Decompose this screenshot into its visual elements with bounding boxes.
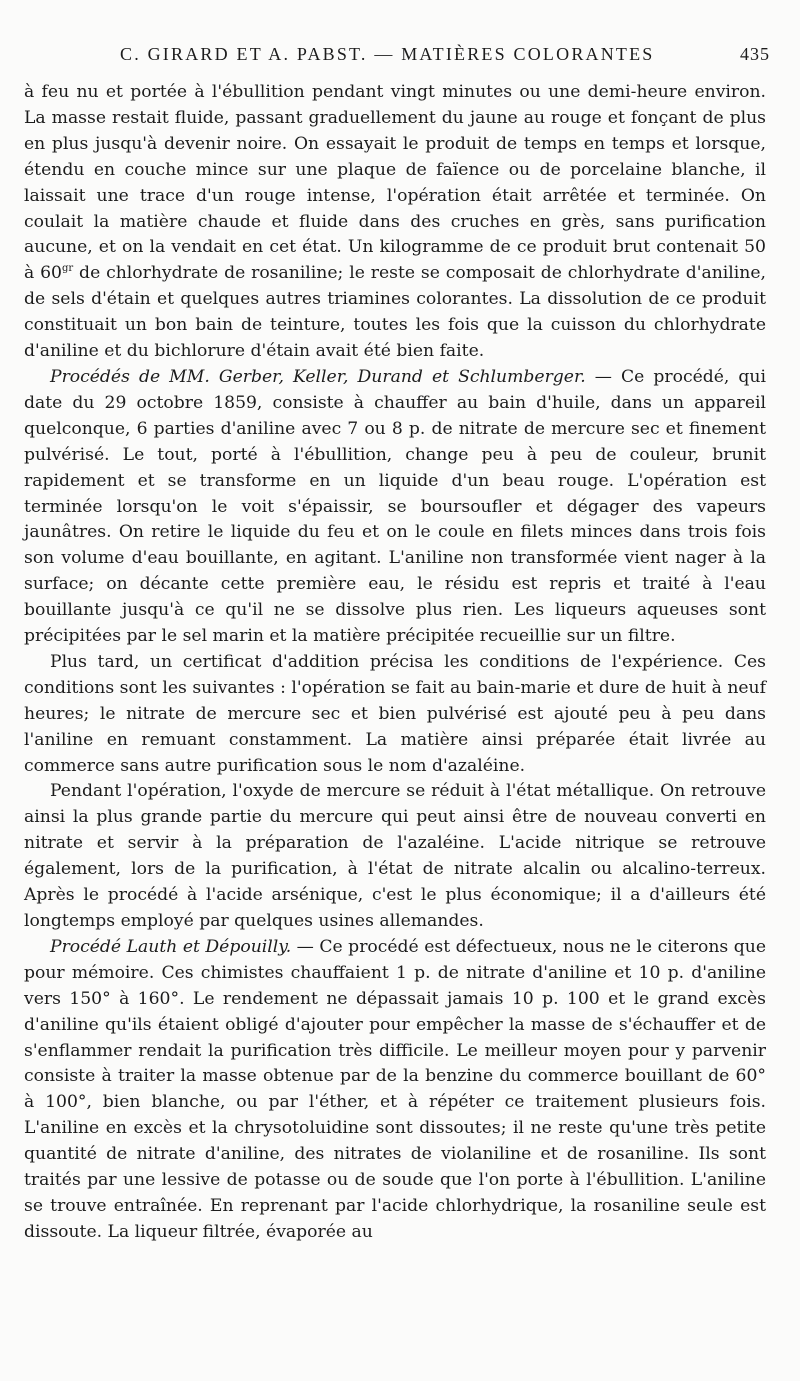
paragraph-5-text: — Ce procédé est défectueux, nous ne le citerons que pour mémoire. Ces chimistes chauffaient 1 p. de nitrate d'aniline et 10 p. d'aniline vers 150° à 160°. Le rendement ne dépassait jamais 10 p. 100 et le grand excès d'aniline qu'ils étaient obligé d'ajouter pour empêcher la masse de s'échauffer et de s'enflammer rendait la purification très difficile. Le meilleur moyen pour y parvenir consiste à traiter la masse obtenue par de la benzine du commerce bouillant de 60° à 100°, bien blanche, ou par l'éther, et à répéter ce traitement plusieurs fois. L'aniline en excès et la chrysotoluidine sont dissoutes; il ne reste qu'une très petite quantité de nitrate d'aniline, des nitrates de violaniline et de rosaniline. Ils sont traités par une lessive de potasse ou de soude que l'on porte à l'ébullition. L'aniline se trouve entraînée. En reprenant par l'acide chlorhydrique, la rosaniline seule est dissoute. La liqueur filtrée, évaporée au	[24, 936, 766, 1242]
paragraph-3	[24, 650, 766, 780]
paragraph-3-text: Plus tard, un certificat d'addition précisa les conditions de l'expérience. Ces conditions sont les suivantes : l'opération se fait au bain-marie et dure de huit à neuf heures; le nitrate de mercure sec et bien pulvérisé est ajouté peu à peu dans l'aniline en remuant constamment. La matière ainsi préparée était livrée au commerce sans autre purification sous le nom d'azaléine.	[24, 651, 766, 776]
unit-superscript: gr	[62, 263, 74, 275]
running-header	[28, 42, 770, 68]
paragraph-2-heading: Procédés de MM. Gerber, Keller, Durand et Schlumberger.	[50, 366, 586, 387]
paragraph-5-heading: Procédé Lauth et Dépouilly.	[50, 936, 292, 957]
paragraph-1-text: à feu nu et portée à l'ébullition pendant vingt minutes ou une demi-heure environ. La masse restait fluide, passant graduellement du jaune au rouge et fonçant de plus en plus jusqu'à devenir noire. On essayait le produit de temps en temps et lorsque, étendu en couche mince sur une plaque de faïence ou de porcelaine blanche, il laissait une trace d'un rouge intense, l'opération était arrêtée et terminée. On coulait la matière chaude et fluide dans des cruches en grès, sans purification aucune, et on la vendait en cet état. Un kilogramme de ce produit brut contenait 50 à 60	[24, 82, 766, 284]
paragraph-1	[24, 80, 766, 365]
paragraph-2-text: — Ce procédé, qui date du 29 octobre 1859, consiste à chauffer au bain d'huile, dans un appareil quelconque, 6 parties d'aniline avec 7 ou 8 p. de nitrate de mercure sec et finement pulvérisé. Le tout, porté à l'ébullition, change peu à peu de couleur, brunit rapidement et se transforme en un liquide d'un beau rouge. L'opération est terminée lorsqu'on le voit s'épaissir, se boursoufler et dégager des vapeurs jaunâtres. On retire le liquide du feu et on le coule en filets minces dans trois fois son volume d'eau bouillante, en agitant. L'aniline non transformée vient nager à la surface; on décante cette première eau, le résidu est repris et traité à l'eau bouillante jusqu'à ce qu'il ne se dissolve plus rien. Les liqueurs aqueuses sont précipitées par le sel marin et la matière précipitée recueillie sur un filtre.	[24, 366, 766, 647]
paragraph-4	[24, 779, 766, 934]
page-number: 435	[740, 44, 770, 64]
paragraph-1-text-cont: de chlorhydrate de rosaniline; le reste se composait de chlorhydrate d'aniline, de sels d'étain et quelques autres triamines colorantes. La dissolution de ce produit constituait un bon bain de teinture, toutes les fois que la cuisson du chlorhydrate d'aniline et du bichlorure d'étain avait été bien faite.	[24, 263, 766, 362]
paragraph-5	[24, 935, 766, 1246]
body-text	[24, 80, 766, 1246]
running-title: C. GIRARD ET A. PABST. — MATIÈRES COLORANTES	[120, 44, 655, 64]
paragraph-4-text: Pendant l'opération, l'oxyde de mercure se réduit à l'état métallique. On retrouve ainsi la plus grande partie du mercure qui peut ainsi être de nouveau converti en nitrate et servir à la préparation de l'azaléine. L'acide nitrique se retrouve également, lors de la purification, à l'état de nitrate alcalin ou alcalino-terreux. Après le procédé à l'acide arsénique, c'est le plus économique; il a d'ailleurs été longtemps employé par quelques usines allemandes.	[24, 781, 766, 931]
paragraph-2	[24, 365, 766, 650]
